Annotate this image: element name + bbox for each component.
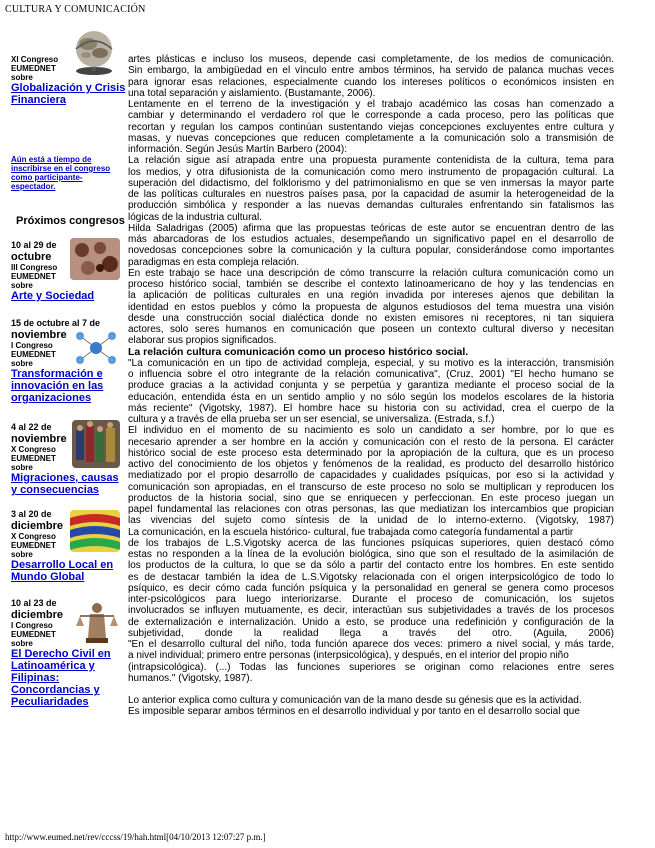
article-line: para ignorar esas relaciones, especialmente cuando los intereses políticos o económicos insisten en [128,76,614,88]
article-line: recortan y regulan los campos continúan sustentando viejas concepciones excluyentes entre cultura y [128,121,614,133]
article-line: los productos de la cultura, lo que se da sólo a partir del contacto entre los hombres. En este sentido [128,560,614,572]
article-line: Lo anterior explica como cultura y comunicación van de la mano desde su génesis que es la actividad. [128,695,582,706]
article-line: "En el desarrollo cultural del niño, toda función aparece dos veces: primero a nivel social, y más tarde, [128,639,614,650]
congress-label: XI Congreso EUMEDNET sobre [11,55,59,82]
article-line: lógicas de la industria cultural. [128,211,262,223]
article-line: identidad en estos pueblos y cómo la propuesta de algunos estudiosos del tema muestra una visión [128,301,614,313]
article-line: necesario aprender a ser hombre en la acción y comunicación con el resto de la persona. El carácter [128,436,614,448]
article-line: actores, solo seres humanos en comunicación que poseen un contexto cultural diverso y necesitan [128,324,614,335]
article-line: Sin embargo, la ambigüedad en el vínculo entre ambos términos, ha servido de palanca muchas veces [128,65,614,77]
article-line: información. Según Jesús Martín Barbero (2004): [128,144,347,155]
next-congresses-title: Próximos congresos [16,215,125,227]
article-line: papel fundamental las relaciones con otras personas, las que mediatizan los intercambios que propician [128,504,614,515]
article-line: cambiar y determinando el verdadero rol que le corresponde a cada proceso, pero las políticas que [128,110,614,122]
article-line: mediatizado por el propio desarrollo de capacidades y cualidades psíquicas, por eso si la actividad y [128,470,614,482]
justice-statue-image[interactable] [74,598,120,646]
article-line: artes plásticas e incluso los museos, depende casi completamente, de los medios de comunicación. [128,54,614,65]
article-line: Lentamente en el terreno de la investigación y el trabajo académico las cosas han comenzado a [128,99,614,110]
article-line: de las políticas culturales en nuestros países pasa, por la capacidad de asumir la heterogeneidad de la [128,189,614,200]
article-line: En este trabajo se hace una descripción de cómo transcurre la relación cultura comunicación como un [128,267,614,279]
article-line [128,684,614,695]
article-line: produce gracias a la actividad conjunta y se perpetúa y garantiza mediante el proceso social de la [128,380,614,392]
page-footer: http://www.eumed.net/rev/cccss/19/hah.html[04/10/2013 12:07:27 p.m.] [5,832,266,842]
article-line: "La comunicación en un tipo de actividad compleja, especial, y su motivo es la interacción, transmisión [128,357,614,369]
article-body [128,54,614,718]
article-line: La comunicación, en la escuela histórico- cultural, fue trabajada como categoría fundamental a partir [128,526,574,538]
article-line: es de destacar también la idea de L.S.Vigotsky relacionada con el origen interpsicológico de todo lo [128,571,614,583]
article-line: productos de la historia social, sino que se enriquecen y perfeccionan. En este proceso juegan un [128,492,614,504]
article-line: superación del didactismo, del folklorismo y del patrimonialismo en que se ven inmersas la mayor parte [128,177,614,189]
derecho-civil-link[interactable]: El Derecho Civil en Latinoamérica y Filipinas: Concordancias y Peculiaridades [11,648,111,708]
arte-sociedad-link[interactable]: Arte y Sociedad [11,290,95,302]
article-line: o influencia sobre el otro integrante de la relación comunicativa", (Cruz, 2001) "El hecho humano se [128,369,614,380]
article-line: de externalización e internalización. Unido a esto, se produce una redefinición y configuración de la [128,616,614,628]
signup-link[interactable]: Aún está a tiempo de inscribirse en el congreso como participante- espectador. [11,155,111,191]
globe-image[interactable] [68,29,120,77]
migraciones-link[interactable]: Migraciones, causas y consecuencias [11,472,119,496]
article-line: de los trabajos de L.S.Vigotsky acerca de las funciones psíquicas superiores, quien destacó cómo [128,537,614,549]
article-line: involucrados se influyen mutuamente, es decir, interactúan sus subjetividades a través de los procesos [128,605,614,617]
network-image[interactable] [72,328,120,368]
article-line: a nivel individual; primero entre personas (interpsicológica), y después, en el interior del propio niño [128,650,569,662]
transformacion-link[interactable]: Transformación e innovación en las organizaciones [11,368,104,404]
article-line: La relación sigue así atrapada entre una propuesta puramente contenidista de la cultura, tema para [128,155,614,167]
event-arte: 10 al 29 de octubre III Congreso EUMEDNET sobre Arte y Sociedad [11,240,95,302]
article-line: El individuo en el momento de su nacimiento es solo un candidato a ser hombre, por lo que es [128,425,614,437]
people-image[interactable] [72,420,120,468]
article-line: (intrapsicológica). (...) Todas las funciones superiores se originan como relaciones entre seres [128,661,614,673]
article-line: subjetividad, donde la realidad llega a través del otro. (Aguila, 2006) [128,627,614,639]
article-line: más abarcadoras de los estudios actuales, desempeñando un significativo papel en el desarrollo de [128,234,614,245]
article-line: novedosas concepciones sobre la comunicación y la cultura popular, considerándose como importantes [128,245,614,257]
article-line: histórico social de este proceso esta determinado por la apropiación de la cultura, que es un proceso [128,447,614,459]
article-line: cultura y a través de ella prueba ser un ser esencial, se universaliza. (Estrada, s.f.) [128,414,495,425]
desarrollo-link[interactable]: Desarrollo Local en Mundo Global [11,559,114,583]
article-line: los medios, y otra difusionista de la comunicación como mero instrumento de propagación cultural. La [128,166,614,178]
art-image[interactable] [70,238,120,280]
article-line: paradigmas en esta compleja relación. [128,256,300,268]
article-line: psíquico, es decir cómo cada función psíquica y la personalidad en general se genera como procesos [128,582,614,594]
article-line: la aplicación de políticas culturales en una región invadida por intereses ajenos que debilitan la [128,290,614,302]
article-line: desde una construcción social dialéctica donde no existen emisores ni receptores, ni tan siquiera [128,312,614,324]
article-line: una total separación y aislamiento. (Bustamante, 2006). [128,87,376,99]
event-migraciones: 4 al 22 de noviembre X Congreso EUMEDNET sobre Migraciones, causas y consecuencias [11,422,119,496]
article-line: Es imposible separar ambos términos en el desarrollo individual y por tanto en el desarrollo social que [128,706,580,718]
page-header: CULTURA Y COMUNICACIÓN [5,4,146,15]
article-line: Hilda Saladrigas (2005) afirma que las propuestas teóricas de este autor se encuentran dentro de las [128,222,614,234]
article-line: estas no responden a la línea de la evolución biológica, sino que son el resultado de la asimilación de [128,549,614,560]
article-line: proceso histórico social, también se describe el contexto latinoamericano de hoy y las tendencias en [128,279,614,290]
flags-image[interactable] [70,510,120,552]
article-line: elaborar sus propios significados. [128,335,277,347]
article-line: educación, entendida ésta en un sentido amplio y no sólo según los modelos escolares de la historia [128,391,614,403]
event-desarrollo: 3 al 20 de diciembre X Congreso EUMEDNET sobre Desarrollo Local en Mundo Global [11,509,114,583]
article-line: humanos." (Vigotsky, 1987). [128,672,253,684]
article-line: activo del conocimiento de los objetos y fenómenos de la realidad, es producto del desarrollo histórico [128,459,614,470]
globalizacion-link[interactable]: Globalización y Crisis Financiera [11,82,126,106]
article-line: producción simbólica y responder a las nuevas demandas culturales enfrentando sin fatalismos las [128,200,614,212]
article-line: masas, y nuevas concepciones que reducen completamente a la comunicación solo a transmisión de [128,132,614,144]
article-line: comunicación son apropiadas, en el transcurso de este proceso no solo se multiplican y reproducen los [128,481,614,493]
event-transformacion: 15 de octubre al 7 de noviembre I Congreso EUMEDNET sobre Transformación e innovación en las organizaciones [11,318,104,404]
section-heading: La relación cultura comunicación como un proceso histórico social. [128,345,469,358]
article-line: más reciente" (Vigotsky, 1987). El hombre hace su historia con su actividad, crea el cuerpo de la [128,402,614,414]
event-derecho: 10 al 23 de diciembre I Congreso EUMEDNET sobre El Derecho Civil en Latinoamérica y Filipinas: Concordancias y Peculiaridades [11,598,111,708]
article-line: las vivencias del sujeto como síntesis de la unidad de lo interno-externo. (Vigotsky, 1987) [128,515,614,527]
article-line: inter-psicológicos para luego interiorizarse. Durante el proceso de comunicación, los sujetos [128,594,614,605]
